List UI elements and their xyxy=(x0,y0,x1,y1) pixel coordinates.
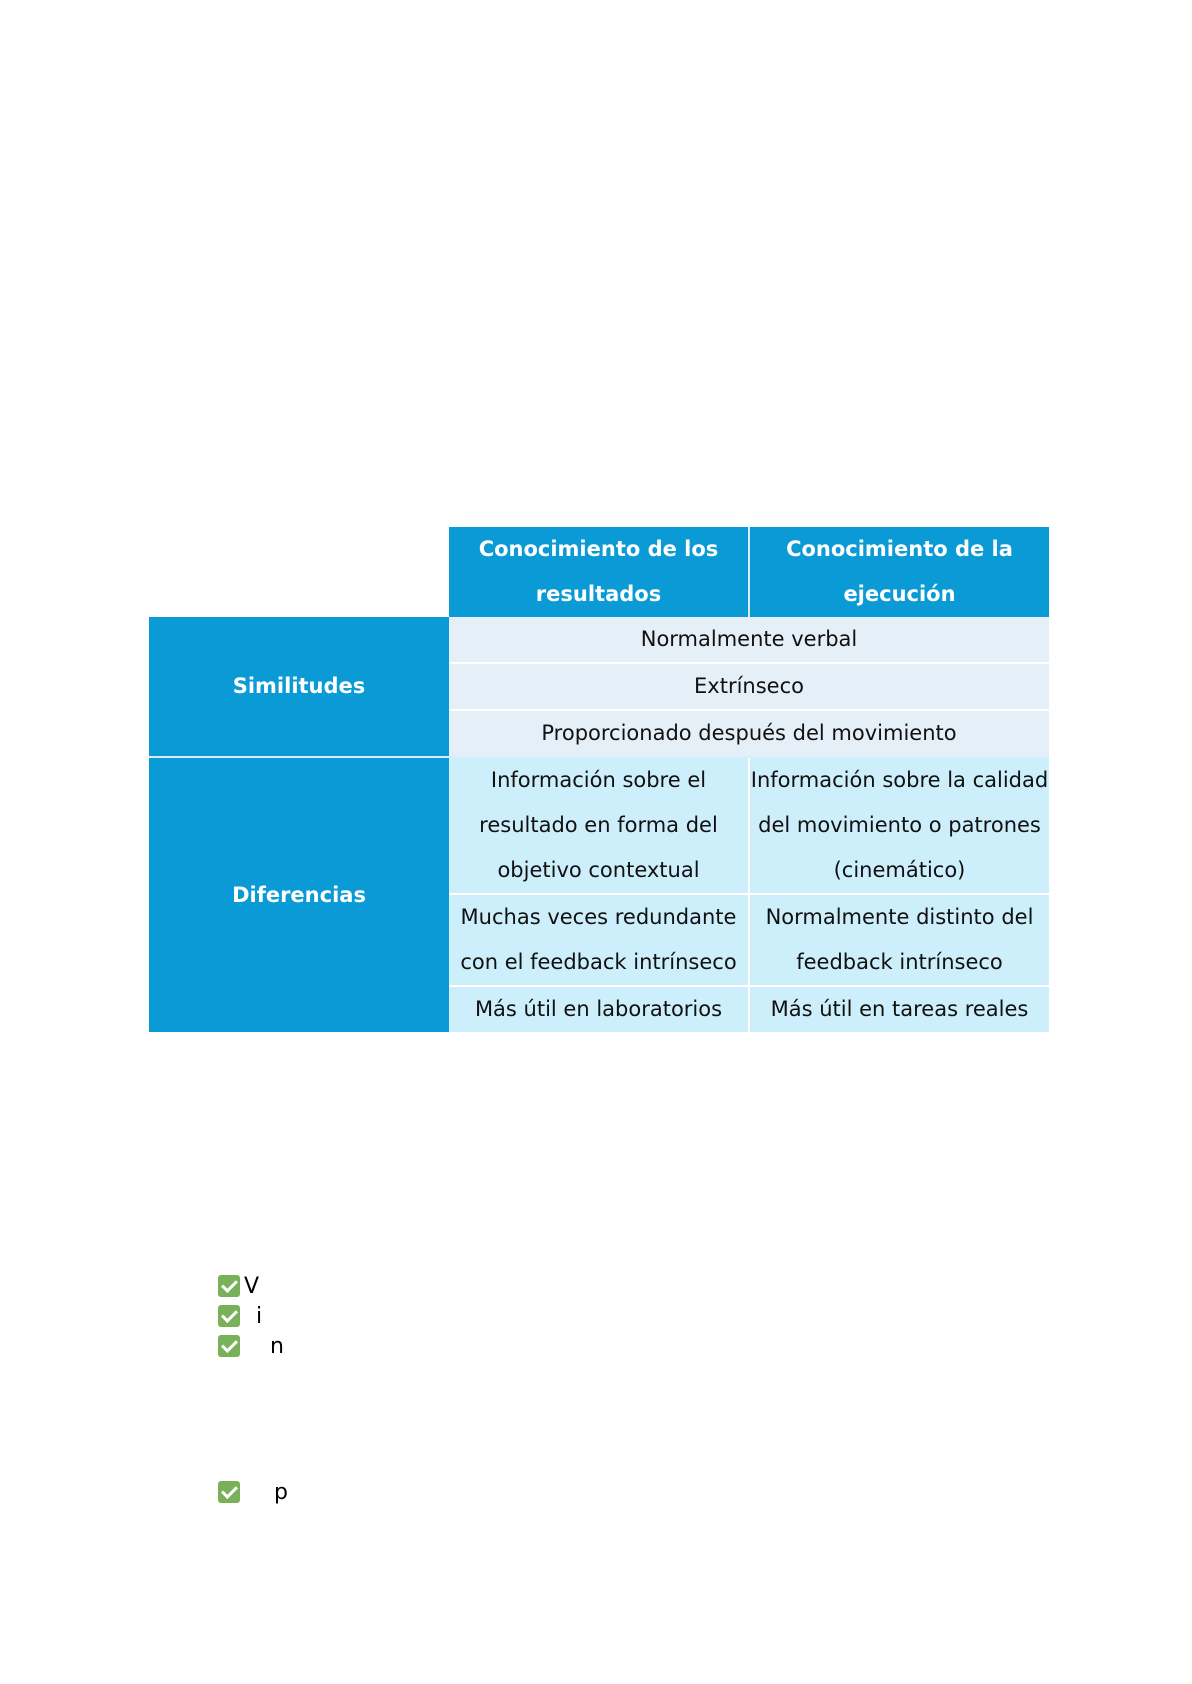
similitud-cell: Normalmente verbal xyxy=(449,617,1049,663)
checklist-group-1 xyxy=(218,1271,284,1361)
list-item xyxy=(218,1271,284,1301)
diferencia-cell: Más útil en laboratorios xyxy=(449,986,749,1032)
similitud-cell: Proporcionado después del movimiento xyxy=(449,710,1049,757)
table-row xyxy=(149,757,1049,894)
comparison-table xyxy=(149,527,1049,1032)
empty-corner-cell xyxy=(149,527,449,617)
list-item xyxy=(218,1477,288,1507)
header-conocimiento-ejecucion: Conocimiento de la ejecución xyxy=(749,527,1049,617)
similitud-cell: Extrínseco xyxy=(449,663,1049,710)
list-item-text: n xyxy=(270,1333,284,1359)
header-conocimiento-resultados: Conocimiento de los resultados xyxy=(449,527,749,617)
list-item xyxy=(218,1331,284,1361)
diferencia-cell: Muchas veces redundante con el feedback intrínseco xyxy=(449,894,749,986)
list-item-text: p xyxy=(274,1479,288,1505)
check-mark-icon xyxy=(218,1335,240,1357)
list-item-text: i xyxy=(256,1303,263,1329)
check-mark-icon xyxy=(218,1305,240,1327)
list-item xyxy=(218,1301,284,1331)
row-header-similitudes: Similitudes xyxy=(149,617,449,757)
table-row xyxy=(149,617,1049,663)
row-header-diferencias: Diferencias xyxy=(149,757,449,1032)
check-mark-icon xyxy=(218,1481,240,1503)
list-item-text: V xyxy=(244,1273,260,1299)
checklist-group-2 xyxy=(218,1477,288,1507)
diferencia-cell: Normalmente distinto del feedback intrínseco xyxy=(749,894,1049,986)
check-mark-icon xyxy=(218,1275,240,1297)
diferencia-cell: Información sobre la calidad del movimiento o patrones (cinemático) xyxy=(749,757,1049,894)
diferencia-cell: Información sobre el resultado en forma del objetivo contextual xyxy=(449,757,749,894)
diferencia-cell: Más útil en tareas reales xyxy=(749,986,1049,1032)
table-header-row xyxy=(149,527,1049,617)
